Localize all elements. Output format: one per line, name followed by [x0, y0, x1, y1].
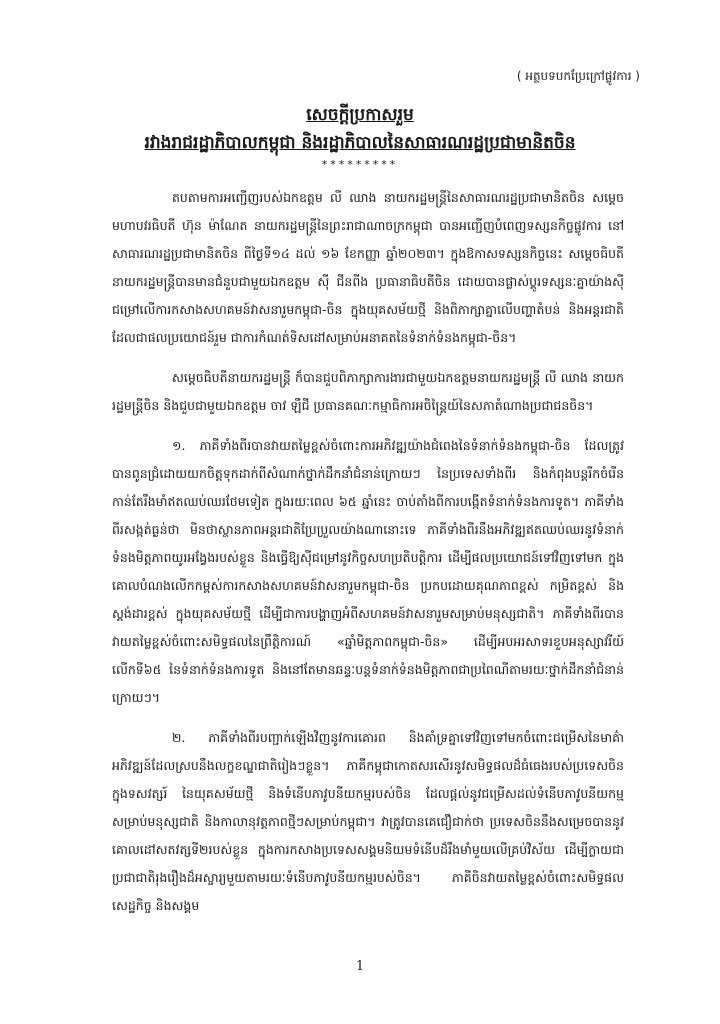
page-number: 1	[355, 959, 365, 974]
document-title: សេចក្តីប្រកាសរួម	[306, 105, 414, 125]
paragraph-intro: តបតាមការអញ្ជើញរបស់ឯកឧត្តម លី ឈាង នាយករដ្ឋមន្ត្រីនៃសាធារណរដ្ឋប្រជាមានិតចិន សម្តេចមហាបវរធិបតី ហ៊ុន ម៉ាណែត នាយករដ្ឋមន្ត្រីនៃព្រះរាជាណាចក្រកម្ពុជា បានអញ្ជើញបំពេញទស្សនកិច្ចផ្លូវការ នៅសាធារណរដ្ឋប្រជាមានិតចិន ពីថ្ងៃទី១៤ ដល់ ១៦ ខែកញ្ញា ឆ្នាំ២០២៣។ ក្នុងឱកាសទស្សនកិច្ចនេះ សម្តេចធិបតីនាយករដ្ឋមន្ត្រីបានមានជំនួបជាមួយឯកឧត្តម ស៊ី ជីនពីង ប្រធានាធិបតីចិន ដោយបានផ្លាស់ប្តូរទស្សនៈគ្នាយ៉ាងស៊ីជម្រៅលើការកសាងសហគមន៍វាសនារួមកម្ពុជា-ចិន ក្នុងយុគសម័យថ្មី និងពិភាក្សាគ្នាលើបញ្ហាតំបន់ និងអន្តរជាតិ ដែលជាផលប្រយោជន៍រួម ជាការកំណត់ទិសដៅសម្រាប់អនាគតនៃទំនាក់ទំនងកម្ពុជា-ចិន។	[112, 190, 624, 345]
document-body	[112, 184, 624, 932]
unofficial-translation-tag: ( អត្ថបទបកប្រែក្រៅផ្លូវការ )	[516, 69, 640, 83]
paragraph-meetings: សម្តេចធិបតីនាយករដ្ឋមន្ត្រី ក៏បានជួបពិភាក្សាការងារជាមួយឯកឧត្តមនាយករដ្ឋមន្ត្រី លី ឈាង នាយករដ្ឋមន្ត្រីចិន និងជួបជាមួយឯកឧត្តម ចាវ ឡឺជី ប្រធានគណៈកម្មាធិការអចិន្ត្រៃយ៍នៃសភាតំណាងប្រជាជនចិន។	[112, 370, 624, 413]
document-subtitle: រវាងរាជរដ្ឋាភិបាលកម្ពុជា និងរដ្ឋាភិបាលនៃសាធារណរដ្ឋប្រជាមានិតចិន	[144, 133, 576, 153]
paragraph-point-1: ១. ភាគីទាំងពីរបានវាយតម្លៃខ្ពស់ចំពោះការអភិវឌ្ឍយ៉ាងជំពេងនៃទំនាក់ទំនងកម្ពុជា-ចិន ដែលត្រូវបានពូនជ្រំដោយយកចិត្តទុកដាក់ពីសំណាក់ថ្នាក់ដឹកនាំជំនាន់ក្រោយៗ នៃប្រទេសទាំងពីរ និងកំពុងបន្តរីកចំរើនកាន់តែរឹងមាំឥតឈប់ឈរថែមទៀត ក្នុងរយៈពេល ៦៥ ឆ្នាំនេះ ចាប់តាំងពីការបង្កើតទំនាក់ទំនងការទូត។ ភាគីទាំងពីរសង្កត់ធ្ងន់ថា មិនថាស្ថានភាពអន្តរជាតិប្រែប្រួលយ៉ាងណានោះទេ ភាគីទាំងពីរនឹងអភិវឌ្ឍឥតឈប់ឈរនូវទំនាក់ទំនងមិត្តភាពយូរអង្វែងរបស់ខ្លួន និងធ្វើឱ្យស៊ីជម្រៅនូវកិច្ចសហប្រតិបត្តិការ ដើម្បីផលប្រយោជន៍ទៅវិញទៅមក ក្នុងគោលបំណងលើកកម្ពស់ការកសាងសហគមន៍វាសនារួមកម្ពុជា-ចិន ប្រកបដោយគុណភាពខ្ពស់ កម្រិតខ្ពស់ និងស្តង់ដារខ្ពស់ ក្នុងយុគសម័យថ្មី ដើម្បីជាការបង្ហាញអំពីសហគមន៍វាសនារួមសម្រាប់មនុស្សជាតិ។ ភាគីទាំងពីរបានវាយតម្លៃខ្ពស់ចំពោះសមិទ្ធផលនៃព្រឹត្តិការណ៍ «ឆ្នាំមិត្តភាពកម្ពុជា-ចិន» ដើម្បីអបអរសាទរខួបអនុស្សាវរីយ៍លើកទី៦៥ នៃទំនាក់ទំនងការទូត និងនៅតែមានឆន្ទៈបន្តទំនាក់ទំនងមិត្តភាពជាប្រពៃណីតាមរយៈថ្នាក់ដឹកនាំជំនាន់ក្រោយៗ។	[112, 438, 624, 705]
title-separator: *********	[321, 158, 399, 171]
paragraph-point-2: ២. ភាគីទាំងពីរបញ្ជាក់ឡើងវិញនូវការគោរព និងគាំទ្រគ្នាទៅវិញទៅមកចំពោះជម្រើសនៃមាគ៌ាអភិវឌ្ឍន៍ដែលស្របនឹងលក្ខខណ្ឌជាតិរៀងៗខ្លួន។ ភាគីកម្ពុជាកោតសរសើរនូវសមិទ្ធផលដ៏ធំធេងរបស់ប្រទេសចិនក្នុងទសវត្សរ៍ នៃយុគសម័យថ្មី និងទំនើបភាវូបនីយកម្មរបស់ចិន ដែលផ្តល់នូវជម្រើសដល់ទំនើបភាវូបនីយកម្មសម្រាប់មនុស្សជាតិ និងកាលានុវត្តភាពថ្មីៗសម្រាប់កម្ពុជា។ វាត្រូវបានគេជឿជាក់ថា ប្រទេសចិននឹងសម្រេចបាននូវគោលដៅសតវត្សទី២របស់ខ្លួន ក្នុងការកសាងប្រទេសសង្គមនិយមទំនើបដ៏រឹងមាំមួយលើគ្រប់វិស័យ ដើម្បីក្លាយជាប្រជាជាតិរុងរឿងដ៏អស្ចារ្យមួយតាមរយៈទំនើបភាវូបនីយកម្មរបស់ចិន។ ភាគីចិនវាយតម្លៃខ្ពស់ចំពោះសមិទ្ធផលសេដ្ឋកិច្ច និងសង្គម	[112, 730, 624, 913]
